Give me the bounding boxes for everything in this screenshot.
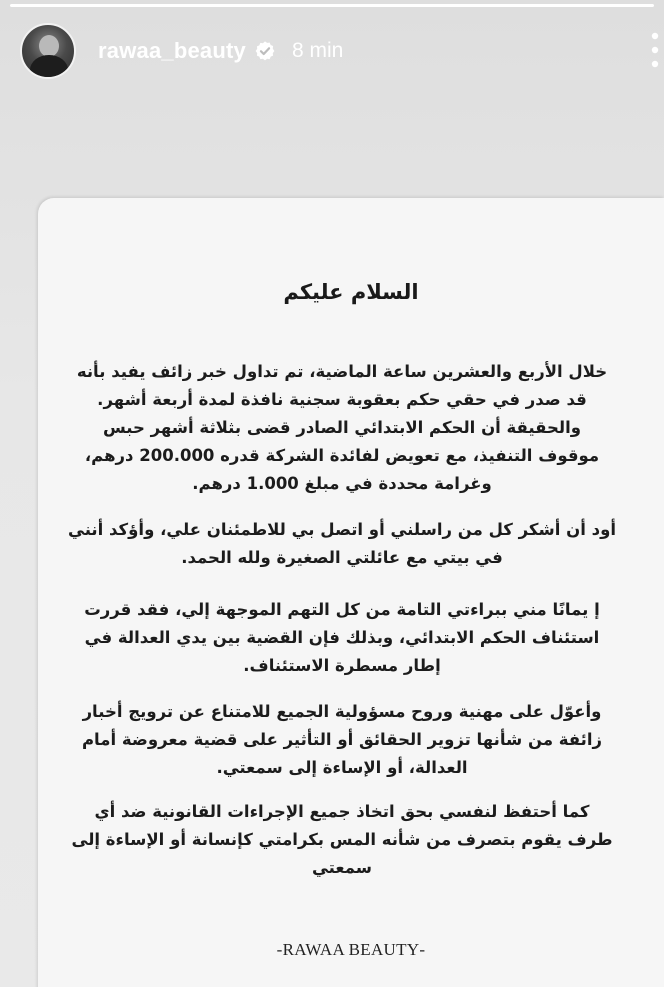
username[interactable]: rawaa_beauty [98, 38, 246, 63]
letter-paragraph-4 [22, 698, 662, 782]
paragraph-line: قد صدر في حقي حكم بعقوبة سجنية نافذة لمدة أربعة أشهر. [97, 390, 587, 409]
story-header [20, 22, 664, 80]
paragraph-line: وأعوّل على مهنية وروح مسؤولية الجميع للامتناع عن ترويج أخبار [82, 702, 602, 721]
paragraph-line: خلال الأربع والعشرين ساعة الماضية، تم تداول خبر زائف يفيد بأنه [76, 362, 608, 381]
statement-letter [38, 198, 664, 987]
paragraph-line: طرف يقوم بتصرف من شأنه المس بكرامتي كإنسانة أو الإساءة إلى [71, 830, 613, 849]
paragraph-line: إطار مسطرة الاستئناف. [243, 656, 441, 675]
avatar[interactable] [20, 23, 76, 79]
paragraph-line: استئناف الحكم الابتدائي، وبذلك فإن القضية بين يدي العدالة في [84, 628, 600, 647]
paragraph-line: موقوف التنفيذ، مع تعويض لفائدة الشركة قدره 200.000 درهم، [84, 446, 600, 465]
paragraph-line: سمعتي [311, 858, 373, 877]
paragraph-line: في بيتي مع عائلتي الصغيرة ولله الحمد. [181, 548, 503, 567]
verified-badge-icon [254, 40, 276, 62]
letter-title: السلام عليكم [283, 280, 419, 304]
paragraph-line: أود أن أشكر كل من راسلني أو اتصل بي للاطمئنان علي، وأؤكد أنني [68, 520, 616, 539]
letter-paragraph-1 [22, 358, 662, 498]
paragraph-line: كما أحتفظ لنفسي بحق اتخاذ جميع الإجراءات القانونية ضد أي [94, 802, 590, 821]
paragraph-line: إ يمانًا مني ببراءتي التامة من كل التهم الموجهة إلي، فقد قررت [84, 600, 600, 619]
paragraph-line: والحقيقة أن الحكم الابتدائي الصادر قضى بثلاثة أشهر حبس [102, 418, 582, 437]
paragraph-line: العدالة، أو الإساءة إلى سمعتي. [216, 758, 468, 777]
letter-paragraph-3 [22, 596, 662, 680]
paragraph-line: وغرامة محددة في مبلغ 1.000 درهم. [192, 474, 492, 493]
story-progress-fill [10, 4, 654, 7]
letter-paragraph-2 [22, 516, 662, 572]
more-options-icon[interactable] [650, 30, 660, 70]
letter-paragraph-5 [22, 798, 662, 882]
story-timestamp: 8 min [291, 39, 344, 62]
paragraph-line: زائفة من شأنها تزوير الحقائق أو التأثير على قضية معروضة أمام [81, 730, 603, 749]
signature: -RAWAA BEAUTY- [276, 940, 426, 959]
story-progress-bar [10, 4, 654, 7]
